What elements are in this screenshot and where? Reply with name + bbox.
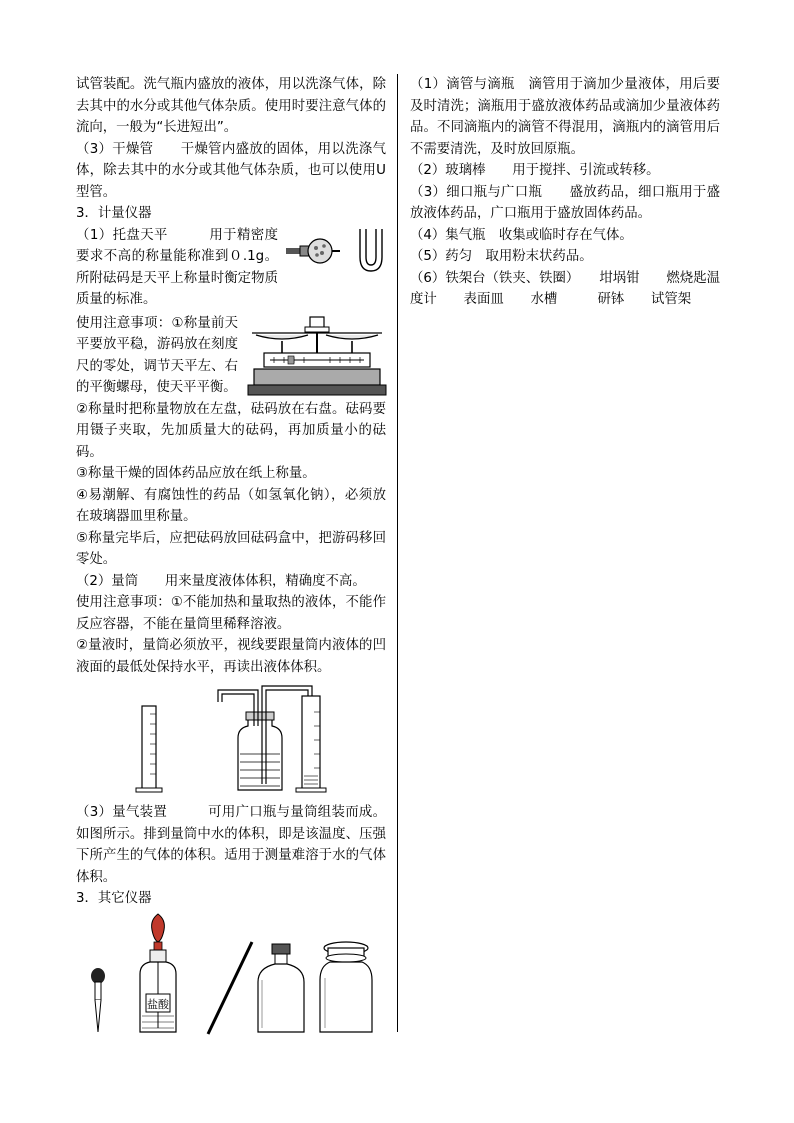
cylinder-note-2: ②量液时，量筒必须放平，视线要跟量筒内液体的凹液面的最低处保持水平，再读出液体体积。 bbox=[76, 638, 386, 675]
cylinder-note-1: 使用注意事项：①不能加热和量取热的液体，不能作反应容器，不能在量筒里稀释溶液。 bbox=[76, 595, 386, 632]
left-column bbox=[76, 74, 386, 1038]
balance-note-1: 使用注意事项：①称量前天平要放平稳，游码放在刻度尺的零处，调节天平左、右的平衡螺母，使天平平衡。 bbox=[76, 315, 238, 395]
balance-note-2: ②称量时把称量物放在左盘，砝码放在右盘。砝码要用镊子夹取，先加质量大的砝码，再加质量小的砝码。 bbox=[76, 401, 386, 460]
balance-note-5: ⑤称量完毕后，应把砝码放回砝码盒中，把游码移回零处。 bbox=[76, 530, 386, 567]
dropper-icon bbox=[91, 968, 105, 1032]
spatula-text: （5）药匀 取用粉末状药品。 bbox=[410, 249, 593, 264]
balance-notes bbox=[76, 313, 386, 399]
dropping-bottle-icon bbox=[140, 914, 176, 1032]
gas-measuring-figure bbox=[76, 682, 386, 800]
balance-figure bbox=[242, 313, 392, 399]
balance-section bbox=[76, 225, 386, 311]
balance-note-3: ③称量干燥的固体药品应放在纸上称量。 bbox=[76, 466, 316, 481]
drying-tube-figure bbox=[284, 225, 394, 275]
wide-mouth-bottle-icon bbox=[218, 686, 312, 790]
dropper-text: （1）滴管与滴瓶 滴管用于滴加少量液体，用后要及时清洗；滴瓶用于盛放液体药品或滴加少量液体药品。不同滴瓶内的滴管不得混用，滴瓶内的滴管用后不需要清洗，及时放回原瓶。 bbox=[410, 77, 720, 157]
balance-note-4: ④易潮解、有腐蚀性的药品（如氢氧化钠），必须放在玻璃器皿里称量。 bbox=[76, 487, 386, 524]
graduated-cylinder-icon bbox=[136, 706, 162, 792]
bottle-label: 盐酸 bbox=[147, 997, 169, 1011]
gas-measuring-text: （3）量气装置 可用广口瓶与量筒组装而成。如图所示。排到量筒中水的体积，即是该温度、压强下所产生的气体的体积。适用于测量难溶于水的气体体积。 bbox=[76, 805, 386, 885]
glass-rod-icon bbox=[208, 942, 252, 1034]
glass-rod-text: （2）玻璃棒 用于搅拌、引流或转移。 bbox=[410, 163, 660, 178]
column-divider bbox=[397, 74, 398, 1032]
receiving-cylinder-icon bbox=[296, 696, 326, 792]
other-instruments-figure bbox=[76, 910, 386, 1038]
drying-tube-text: （3）干燥管 干燥管内盛放的固体，用以洗涤气体，除去其中的水分或其他气体杂质，也可以使用U型管。 bbox=[76, 141, 386, 200]
balance-text: （1）托盘天平 用于精密度要求不高的称量能称准到０.1g。所附砝码是天平上称量时衡定物质质量的标准。 bbox=[76, 227, 278, 307]
right-column bbox=[410, 74, 720, 311]
gas-jar-text: （4）集气瓶 收集或临时存在气体。 bbox=[410, 227, 633, 243]
reagent-jar-icon bbox=[320, 942, 372, 1032]
section-heading-measuring: 3．计量仪器 bbox=[76, 206, 152, 221]
narrow-mouth-bottle-icon bbox=[258, 944, 304, 1032]
bottles-text: （3）细口瓶与广口瓶 盛放药品，细口瓶用于盛放液体药品，广口瓶用于盛放固体药品。 bbox=[410, 184, 720, 221]
cylinder-text: （2）量筒 用来量度液体体积，精确度不高。 bbox=[76, 573, 366, 589]
other-instruments-text: （6）铁架台（铁夹、铁圈） 坩埚钳 燃烧匙温度计 表面皿 水槽 研钵 试管架 bbox=[410, 270, 720, 307]
section-heading-other: 3．其它仪器 bbox=[76, 891, 152, 906]
wash-bottle-text: 试管装配。洗气瓶内盛放的液体，用以洗涤气体，除去其中的水分或其他气体杂质。使用时要注意气体的流向，一般为“长进短出”。 bbox=[76, 77, 386, 135]
